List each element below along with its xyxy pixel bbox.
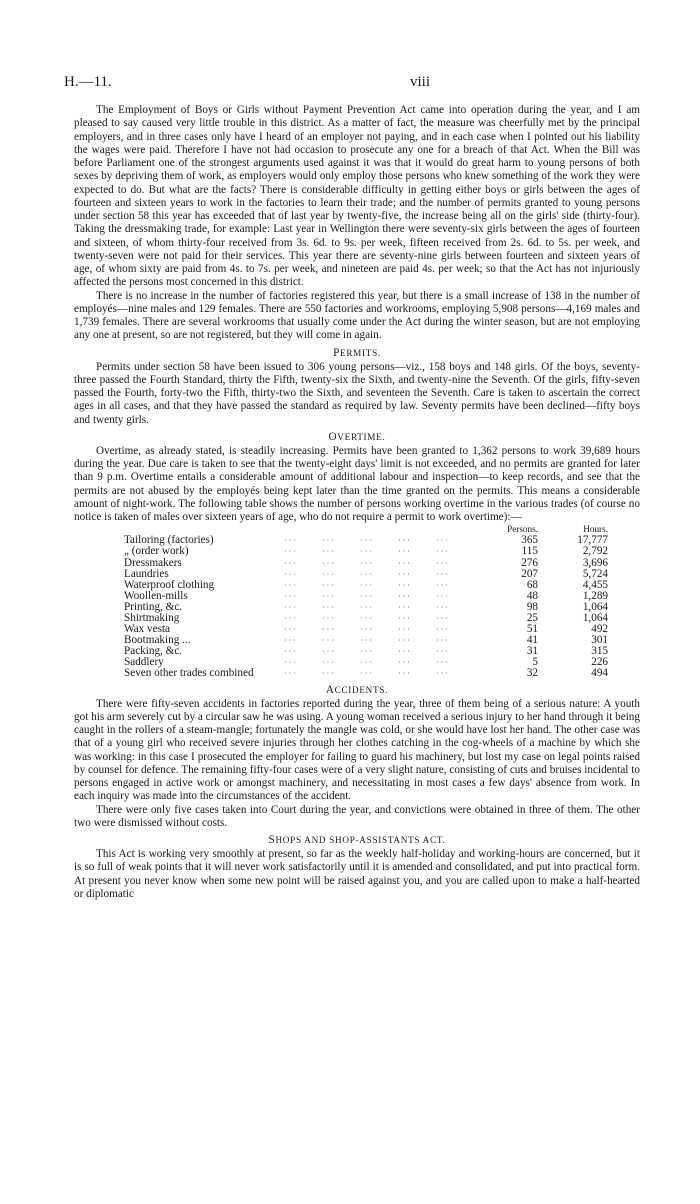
- leader-dots: ··· ··· ··· ··· ···: [284, 625, 450, 635]
- paragraph-permits: Permits under section 58 have been issued to 306 young persons—viz., 158 boys and 148 girls. Of the boys, seventy-three passed the Fourth Standard, thirty the Fifth, twenty-six the Sixth, and twenty-nine the Seventh. Of the girls, fifty-seven passed the Fourth, forty-two the Fifth, thirty-two the Sixth, and seventeen the Seventh. Care is taken to ascertain the correct ages in all cases, and that they have passed the standard as required by law. Seventy permits have been declined—fifty boys and twenty girls.: [74, 360, 640, 426]
- paragraph-employment-act: The Employment of Boys or Girls without Payment Prevention Act came into operation during the year, and I am pleased to say caused very little trouble in this district. As a matter of fact, the measure was cheerfully met by the principal employers, and in three cases only have I heard of an employer not paying, and in each case when I pointed out his liability the wages were paid. Therefore I have not had occasion to prosecute any one for a breach of that Act. When the Bill was before Parliament one of the strongest arguments used against it was that it would do great harm to young persons of both sexes by depriving them of work, as employers would only employ those persons who knew something of the work they were expected to do. But what are the facts? There is considerable difficulty in getting either boys or girls between the ages of fourteen and sixteen years to work in the factories to learn their trade; and the number of permits granted to young persons under section 58 this year has exceeded that of last year by twenty-five, the increase being all on the girls' side (thirty-four). Taking the dressmaking trade, for example: Last year in Wellington there were seventy-six girls between the ages of fourteen and sixteen, of whom thirty-four received from 3s. 6d. to 9s. per week, fifteen received from 2s. 6d. to 5s. per week, and twenty-seven were not paid for their services. This year there are seventy-nine girls between fourteen and sixteen years of age, of whom sixty are paid from 4s. to 7s. per week, and nineteen are paid 4s. per week; so that the Act has not injuriously affected the persons most concerned in this district.: [74, 104, 640, 289]
- page-header: [64, 74, 644, 94]
- leader-dots: ··· ··· ··· ··· ···: [284, 580, 450, 590]
- hours-cell: 17,777: [577, 534, 608, 547]
- leader-dots: ··· ··· ··· ··· ···: [284, 569, 450, 579]
- trade-cell: Dressmakers: [124, 556, 182, 569]
- hours-cell: 5,724: [582, 567, 608, 580]
- trade-cell: Seven other trades combined: [124, 667, 254, 680]
- table-header-blank-dots: [284, 524, 496, 535]
- table-row: [124, 558, 608, 569]
- heading-accidents: ACCIDENTS.: [325, 683, 389, 696]
- table-row: [124, 546, 608, 557]
- hours-cell: 301: [591, 634, 608, 647]
- leader-dots: ··· ··· ··· ··· ···: [284, 591, 450, 601]
- paragraph-shops-act: This Act is working very smoothly at present, so far as the weekly half-holiday and working-hours are concerned, but it is so full of weak points that it will never work satisfactorily until it is amended and consolidated, and put into practical form. At present you never know when some new point will be raised against you, and you are called upon to make a half-hearted or diplomatic: [74, 848, 640, 900]
- leader-dots: ··· ··· ··· ··· ···: [284, 536, 450, 546]
- trade-cell: Saddlery: [124, 656, 164, 669]
- leader-dots: ··· ··· ··· ··· ···: [284, 658, 450, 668]
- persons-cell: 365: [521, 534, 538, 547]
- leader-dots: ··· ··· ··· ··· ···: [284, 647, 450, 657]
- leader-dots: ··· ··· ··· ··· ···: [284, 602, 450, 612]
- leader-dots: ··· ··· ··· ··· ···: [284, 547, 450, 557]
- overtime-table-body: [124, 535, 608, 679]
- hours-cell: 1,289: [582, 589, 608, 602]
- page-body: [74, 104, 640, 901]
- paragraph-overtime: Overtime, as already stated, is steadily increasing. Permits have been granted to 1,362 persons to work 39,689 hours during the year. Due care is taken to see that the twenty-eight days' limit is not exceeded, and no permits are granted for later than 9 p.m. Overtime entails a considerable amount of additional labour and inspection—to keep records, and see that the permits are not abused by the employés being kept later than the time granted on the permits. This means a considerable amount of night-work. The following table shows the number of persons working overtime in the various trades (of course no notice is taken of males over sixteen years of age, who do not require a permit to work overtime):—: [74, 444, 640, 523]
- hours-cell: 226: [591, 656, 608, 669]
- hours-cell: 1,064: [582, 600, 608, 613]
- paragraph-factories-registered: There is no increase in the number of factories registered this year, but there is a small increase of 138 in the number of employés—nine males and 129 females. There are 550 factories and workrooms, employing 5,908 persons—4,169 males and 1,739 females. There are several workrooms that usually come under the Act during the winter season, but are not employing any one at present, so are not registered, but they will come in again.: [74, 289, 640, 342]
- paragraph-accidents: There were fifty-seven accidents in factories reported during the year, three of them being of a serious nature: A youth got his arm severely cut by a circular saw he was using. A young woman received a serious injury to her hand through it being caught in the rollers of a steam-mangle; fortunately the mangle was cold, or she would have lost her hand. The other case was that of a young girl who received severe injuries through her clothes catching in the cog-wheels of a machine by which she was working: in this case I prosecuted the employer for failing to guard his machinery, but lost my case on legal points raised by counsel for defence. The remaining fifty-four cases were of a very slight nature, consisting of cuts and bruises incidental to persons engaged in active work or amongst machinery, and necessitating in most cases a few days' absence from work. In each inquiry was made into the circumstances of the accident.: [74, 697, 640, 803]
- trade-cell: Waterproof clothing: [124, 578, 215, 591]
- trade-cell: Printing, &c.: [124, 600, 183, 613]
- trade-cell: „ (order work): [124, 545, 189, 558]
- hours-cell: 1,064: [582, 612, 608, 624]
- persons-cell: 68: [526, 578, 538, 591]
- hours-cell: 494: [591, 667, 608, 680]
- leader-dots: ··· ··· ··· ··· ···: [284, 636, 450, 646]
- trade-cell: Shirtmaking: [124, 612, 180, 624]
- trade-cell: Woollen-mills: [124, 589, 188, 602]
- persons-cell: 48: [526, 589, 538, 602]
- column-header-hours: Hours.: [583, 524, 608, 535]
- persons-cell: 5: [532, 656, 538, 669]
- persons-cell: 31: [526, 645, 538, 658]
- hours-cell: 315: [591, 645, 608, 658]
- heading-permits: PERMITS.: [333, 346, 381, 359]
- persons-cell: 98: [526, 600, 538, 613]
- trade-cell: Wax vesta: [124, 623, 171, 636]
- persons-cell: 207: [521, 567, 538, 580]
- persons-cell: 41: [526, 634, 538, 647]
- trade-cell: Laundries: [124, 567, 169, 580]
- persons-cell: 32: [526, 667, 538, 680]
- trade-cell: Bootmaking ...: [124, 634, 191, 647]
- heading-shops-act: SHOPS AND SHOP-ASSISTANTS ACT.: [268, 834, 446, 847]
- persons-cell: 51: [526, 623, 538, 636]
- hours-cell: 4,455: [582, 578, 608, 591]
- page-number: viii: [410, 74, 431, 90]
- leader-dots: ··· ··· ··· ··· ···: [284, 558, 450, 568]
- hours-cell: 3,696: [582, 556, 608, 569]
- overtime-table: [124, 524, 608, 679]
- persons-cell: 25: [526, 612, 538, 624]
- leader-dots: ··· ··· ··· ··· ···: [284, 614, 450, 623]
- column-header-persons: Persons.: [507, 524, 538, 535]
- heading-overtime: OVERTIME.: [328, 430, 386, 443]
- leader-dots: ··· ··· ··· ··· ···: [284, 669, 450, 679]
- persons-cell: 115: [521, 545, 538, 558]
- hours-cell: 492: [591, 623, 608, 636]
- trade-cell: Tailoring (factories): [124, 534, 214, 547]
- paragraph-court-cases: There were only five cases taken into Court during the year, and convictions were obtained in three of them. The other two were dismissed without costs.: [74, 803, 640, 829]
- persons-cell: 276: [521, 556, 538, 569]
- trade-cell: Packing, &c.: [124, 645, 183, 658]
- document-reference: H.—11.: [64, 74, 112, 90]
- hours-cell: 2,792: [582, 545, 608, 558]
- table-row: [124, 668, 608, 679]
